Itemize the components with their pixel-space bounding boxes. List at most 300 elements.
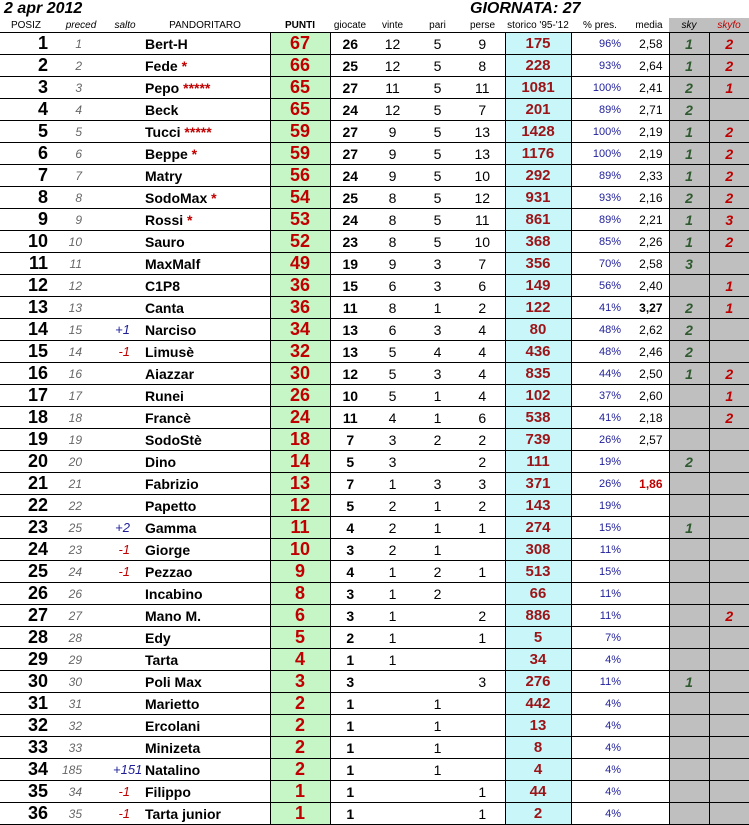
points-cell: 59 bbox=[270, 143, 330, 165]
sky-cell bbox=[669, 649, 709, 671]
average-cell: 2,19 bbox=[629, 143, 669, 165]
position-cell: 10 bbox=[0, 231, 52, 253]
historic-cell: 102 bbox=[505, 385, 571, 407]
position-cell: 16 bbox=[0, 363, 52, 385]
player-name-cell bbox=[140, 583, 270, 605]
skyfo-cell: 2 bbox=[709, 605, 749, 627]
average-cell bbox=[629, 517, 669, 539]
points-cell: 2 bbox=[270, 759, 330, 781]
skyfo-cell bbox=[709, 99, 749, 121]
average-cell: 2,58 bbox=[629, 33, 669, 55]
player-name: Fabrizio bbox=[145, 475, 199, 492]
table-row bbox=[0, 759, 749, 781]
previous-position-cell: 12 bbox=[52, 275, 110, 297]
position-cell: 14 bbox=[0, 319, 52, 341]
historic-cell: 201 bbox=[505, 99, 571, 121]
presence-cell: 4% bbox=[571, 693, 629, 715]
played-cell: 25 bbox=[330, 187, 370, 209]
position-change-cell bbox=[110, 99, 140, 121]
player-name-cell bbox=[140, 759, 270, 781]
table-row bbox=[0, 451, 749, 473]
sky-cell bbox=[669, 385, 709, 407]
average-cell: 2,16 bbox=[629, 187, 669, 209]
points-cell: 65 bbox=[270, 99, 330, 121]
won-cell bbox=[370, 693, 415, 715]
position-change-cell bbox=[110, 737, 140, 759]
position-cell: 36 bbox=[0, 803, 52, 825]
points-cell: 4 bbox=[270, 649, 330, 671]
position-cell: 20 bbox=[0, 451, 52, 473]
points-cell: 26 bbox=[270, 385, 330, 407]
position-change-cell: -1 bbox=[110, 539, 140, 561]
player-name: Natalino bbox=[145, 761, 201, 778]
drawn-cell bbox=[415, 627, 460, 649]
drawn-cell: 3 bbox=[415, 363, 460, 385]
previous-position-cell: 23 bbox=[52, 539, 110, 561]
position-change-cell bbox=[110, 473, 140, 495]
player-name-cell bbox=[140, 605, 270, 627]
average-cell bbox=[629, 539, 669, 561]
played-cell: 11 bbox=[330, 407, 370, 429]
sky-cell bbox=[669, 803, 709, 825]
position-change-cell bbox=[110, 187, 140, 209]
lost-cell: 2 bbox=[460, 605, 505, 627]
historic-cell: 1176 bbox=[505, 143, 571, 165]
average-cell bbox=[629, 715, 669, 737]
points-cell: 1 bbox=[270, 803, 330, 825]
sky-cell bbox=[669, 561, 709, 583]
points-cell: 32 bbox=[270, 341, 330, 363]
table-row bbox=[0, 253, 749, 275]
player-name-cell bbox=[140, 715, 270, 737]
col-player: PANDORITARO bbox=[140, 18, 270, 33]
played-cell: 24 bbox=[330, 99, 370, 121]
presence-cell: 56% bbox=[571, 275, 629, 297]
player-name: Tarta bbox=[145, 651, 179, 668]
historic-cell: 13 bbox=[505, 715, 571, 737]
points-cell: 14 bbox=[270, 451, 330, 473]
skyfo-cell bbox=[709, 803, 749, 825]
historic-cell: 44 bbox=[505, 781, 571, 803]
presence-cell: 11% bbox=[571, 539, 629, 561]
previous-position-cell: 35 bbox=[52, 803, 110, 825]
previous-position-cell: 11 bbox=[52, 253, 110, 275]
historic-cell: 276 bbox=[505, 671, 571, 693]
player-name: Limusè bbox=[145, 343, 195, 360]
previous-position-cell: 20 bbox=[52, 451, 110, 473]
table-row bbox=[0, 143, 749, 165]
player-name: Sauro bbox=[145, 233, 185, 250]
drawn-cell: 5 bbox=[415, 143, 460, 165]
previous-position-cell: 29 bbox=[52, 649, 110, 671]
table-row bbox=[0, 781, 749, 803]
points-cell: 2 bbox=[270, 737, 330, 759]
skyfo-cell bbox=[709, 693, 749, 715]
col-vinte: vinte bbox=[370, 18, 415, 33]
played-cell: 1 bbox=[330, 803, 370, 825]
drawn-cell: 2 bbox=[415, 429, 460, 451]
skyfo-cell bbox=[709, 671, 749, 693]
sky-cell: 1 bbox=[669, 55, 709, 77]
lost-cell: 1 bbox=[460, 803, 505, 825]
played-cell: 24 bbox=[330, 165, 370, 187]
page-header bbox=[0, 0, 719, 18]
previous-position-cell: 34 bbox=[52, 781, 110, 803]
points-cell: 13 bbox=[270, 473, 330, 495]
player-star-mark: * bbox=[183, 211, 193, 228]
sky-cell bbox=[669, 605, 709, 627]
sky-cell bbox=[669, 737, 709, 759]
skyfo-cell: 2 bbox=[709, 407, 749, 429]
previous-position-cell: 27 bbox=[52, 605, 110, 627]
drawn-cell: 5 bbox=[415, 121, 460, 143]
historic-cell: 292 bbox=[505, 165, 571, 187]
historic-cell: 4 bbox=[505, 759, 571, 781]
player-name: Canta bbox=[145, 299, 184, 316]
lost-cell: 9 bbox=[460, 33, 505, 55]
table-row bbox=[0, 671, 749, 693]
average-cell bbox=[629, 803, 669, 825]
presence-cell: 48% bbox=[571, 319, 629, 341]
skyfo-cell: 1 bbox=[709, 297, 749, 319]
position-change-cell bbox=[110, 275, 140, 297]
player-name: Edy bbox=[145, 629, 171, 646]
player-name: Giorge bbox=[145, 541, 191, 558]
col-media: media bbox=[629, 18, 669, 33]
average-cell bbox=[629, 759, 669, 781]
won-cell: 1 bbox=[370, 583, 415, 605]
player-name-cell bbox=[140, 253, 270, 275]
historic-cell: 886 bbox=[505, 605, 571, 627]
position-change-cell: -1 bbox=[110, 561, 140, 583]
player-name-cell bbox=[140, 33, 270, 55]
table-row bbox=[0, 363, 749, 385]
position-cell: 5 bbox=[0, 121, 52, 143]
skyfo-cell: 2 bbox=[709, 187, 749, 209]
won-cell bbox=[370, 737, 415, 759]
historic-cell: 274 bbox=[505, 517, 571, 539]
average-cell: 2,41 bbox=[629, 77, 669, 99]
won-cell: 1 bbox=[370, 561, 415, 583]
won-cell: 4 bbox=[370, 407, 415, 429]
won-cell: 2 bbox=[370, 539, 415, 561]
player-name: SodoStè bbox=[145, 431, 202, 448]
points-cell: 54 bbox=[270, 187, 330, 209]
historic-cell: 308 bbox=[505, 539, 571, 561]
points-cell: 66 bbox=[270, 55, 330, 77]
average-cell: 1,86 bbox=[629, 473, 669, 495]
average-cell: 2,46 bbox=[629, 341, 669, 363]
presence-cell: 26% bbox=[571, 429, 629, 451]
won-cell: 8 bbox=[370, 209, 415, 231]
table-row bbox=[0, 385, 749, 407]
historic-cell: 80 bbox=[505, 319, 571, 341]
position-change-cell bbox=[110, 693, 140, 715]
won-cell: 2 bbox=[370, 517, 415, 539]
player-name-cell bbox=[140, 77, 270, 99]
skyfo-cell: 2 bbox=[709, 143, 749, 165]
won-cell: 12 bbox=[370, 99, 415, 121]
position-cell: 34 bbox=[0, 759, 52, 781]
sky-cell: 1 bbox=[669, 143, 709, 165]
sky-cell bbox=[669, 275, 709, 297]
played-cell: 7 bbox=[330, 429, 370, 451]
previous-position-cell: 4 bbox=[52, 99, 110, 121]
position-cell: 17 bbox=[0, 385, 52, 407]
lost-cell: 3 bbox=[460, 473, 505, 495]
average-cell: 2,21 bbox=[629, 209, 669, 231]
historic-cell: 143 bbox=[505, 495, 571, 517]
played-cell: 4 bbox=[330, 517, 370, 539]
lost-cell: 6 bbox=[460, 275, 505, 297]
position-cell: 13 bbox=[0, 297, 52, 319]
previous-position-cell: 14 bbox=[52, 341, 110, 363]
previous-position-cell: 1 bbox=[52, 33, 110, 55]
won-cell: 9 bbox=[370, 165, 415, 187]
lost-cell bbox=[460, 539, 505, 561]
sky-cell: 2 bbox=[669, 187, 709, 209]
presence-cell: 70% bbox=[571, 253, 629, 275]
drawn-cell: 1 bbox=[415, 297, 460, 319]
won-cell: 6 bbox=[370, 275, 415, 297]
player-star-mark: * bbox=[187, 145, 198, 162]
col-giocate: giocate bbox=[330, 18, 370, 33]
previous-position-cell: 24 bbox=[52, 561, 110, 583]
points-cell: 52 bbox=[270, 231, 330, 253]
drawn-cell: 5 bbox=[415, 231, 460, 253]
sky-cell: 1 bbox=[669, 121, 709, 143]
table-row bbox=[0, 341, 749, 363]
col-preced: preced bbox=[52, 18, 110, 33]
historic-cell: 8 bbox=[505, 737, 571, 759]
won-cell: 5 bbox=[370, 385, 415, 407]
won-cell bbox=[370, 671, 415, 693]
skyfo-cell bbox=[709, 737, 749, 759]
player-name: Beppe bbox=[145, 145, 188, 162]
player-name-cell bbox=[140, 297, 270, 319]
points-cell: 2 bbox=[270, 693, 330, 715]
played-cell: 1 bbox=[330, 781, 370, 803]
played-cell: 1 bbox=[330, 693, 370, 715]
drawn-cell: 5 bbox=[415, 99, 460, 121]
skyfo-cell bbox=[709, 649, 749, 671]
average-cell: 2,71 bbox=[629, 99, 669, 121]
drawn-cell: 3 bbox=[415, 473, 460, 495]
table-row bbox=[0, 407, 749, 429]
skyfo-cell: 1 bbox=[709, 385, 749, 407]
previous-position-cell: 26 bbox=[52, 583, 110, 605]
position-change-cell: -1 bbox=[110, 781, 140, 803]
player-name-cell bbox=[140, 341, 270, 363]
presence-cell: 15% bbox=[571, 561, 629, 583]
lost-cell: 12 bbox=[460, 187, 505, 209]
played-cell: 1 bbox=[330, 759, 370, 781]
player-name-cell bbox=[140, 363, 270, 385]
player-name-cell bbox=[140, 385, 270, 407]
table-header-row bbox=[0, 18, 749, 33]
player-name: Papetto bbox=[145, 497, 197, 514]
lost-cell: 2 bbox=[460, 495, 505, 517]
player-name-cell bbox=[140, 627, 270, 649]
points-cell: 5 bbox=[270, 627, 330, 649]
won-cell: 9 bbox=[370, 253, 415, 275]
drawn-cell bbox=[415, 605, 460, 627]
presence-cell: 4% bbox=[571, 649, 629, 671]
sky-cell: 3 bbox=[669, 253, 709, 275]
table-row bbox=[0, 715, 749, 737]
col-perse: perse bbox=[460, 18, 505, 33]
date-label: 2 apr 2012 bbox=[4, 0, 83, 17]
position-cell: 35 bbox=[0, 781, 52, 803]
player-name-cell bbox=[140, 671, 270, 693]
table-row bbox=[0, 33, 749, 55]
historic-cell: 356 bbox=[505, 253, 571, 275]
drawn-cell: 3 bbox=[415, 253, 460, 275]
played-cell: 5 bbox=[330, 451, 370, 473]
drawn-cell bbox=[415, 451, 460, 473]
position-cell: 24 bbox=[0, 539, 52, 561]
previous-position-cell: 2 bbox=[52, 55, 110, 77]
table-row bbox=[0, 165, 749, 187]
average-cell bbox=[629, 649, 669, 671]
sky-cell bbox=[669, 583, 709, 605]
presence-cell: 4% bbox=[571, 781, 629, 803]
player-name: Aiazzar bbox=[145, 365, 195, 382]
position-change-cell bbox=[110, 77, 140, 99]
lost-cell: 4 bbox=[460, 341, 505, 363]
played-cell: 11 bbox=[330, 297, 370, 319]
previous-position-cell: 7 bbox=[52, 165, 110, 187]
table-row bbox=[0, 473, 749, 495]
lost-cell: 4 bbox=[460, 385, 505, 407]
drawn-cell: 4 bbox=[415, 341, 460, 363]
lost-cell: 4 bbox=[460, 363, 505, 385]
table-row bbox=[0, 693, 749, 715]
skyfo-cell bbox=[709, 583, 749, 605]
average-cell: 2,19 bbox=[629, 121, 669, 143]
player-name-cell bbox=[140, 473, 270, 495]
lost-cell: 4 bbox=[460, 319, 505, 341]
table-row bbox=[0, 55, 749, 77]
presence-cell: 89% bbox=[571, 99, 629, 121]
won-cell bbox=[370, 781, 415, 803]
played-cell: 24 bbox=[330, 209, 370, 231]
historic-cell: 66 bbox=[505, 583, 571, 605]
sky-cell bbox=[669, 759, 709, 781]
average-cell: 2,60 bbox=[629, 385, 669, 407]
previous-position-cell: 10 bbox=[52, 231, 110, 253]
historic-cell: 1428 bbox=[505, 121, 571, 143]
drawn-cell: 5 bbox=[415, 165, 460, 187]
lost-cell: 2 bbox=[460, 429, 505, 451]
drawn-cell bbox=[415, 649, 460, 671]
lost-cell bbox=[460, 715, 505, 737]
sky-cell: 1 bbox=[669, 209, 709, 231]
player-name-cell bbox=[140, 187, 270, 209]
position-cell: 31 bbox=[0, 693, 52, 715]
position-cell: 32 bbox=[0, 715, 52, 737]
player-name: Pepo bbox=[145, 79, 180, 96]
position-change-cell bbox=[110, 649, 140, 671]
player-name-cell bbox=[140, 143, 270, 165]
won-cell: 1 bbox=[370, 649, 415, 671]
lost-cell: 7 bbox=[460, 99, 505, 121]
won-cell: 1 bbox=[370, 605, 415, 627]
points-cell: 18 bbox=[270, 429, 330, 451]
won-cell bbox=[370, 803, 415, 825]
lost-cell bbox=[460, 649, 505, 671]
won-cell: 3 bbox=[370, 451, 415, 473]
skyfo-cell: 2 bbox=[709, 165, 749, 187]
player-name-cell bbox=[140, 429, 270, 451]
previous-position-cell: 9 bbox=[52, 209, 110, 231]
position-cell: 23 bbox=[0, 517, 52, 539]
drawn-cell: 1 bbox=[415, 407, 460, 429]
skyfo-cell bbox=[709, 319, 749, 341]
sky-cell bbox=[669, 539, 709, 561]
position-cell: 22 bbox=[0, 495, 52, 517]
previous-position-cell: 3 bbox=[52, 77, 110, 99]
table-row bbox=[0, 297, 749, 319]
played-cell: 27 bbox=[330, 143, 370, 165]
player-name-cell bbox=[140, 737, 270, 759]
previous-position-cell: 32 bbox=[52, 715, 110, 737]
position-change-cell bbox=[110, 231, 140, 253]
historic-cell: 2 bbox=[505, 803, 571, 825]
historic-cell: 436 bbox=[505, 341, 571, 363]
played-cell: 7 bbox=[330, 473, 370, 495]
average-cell: 3,27 bbox=[629, 297, 669, 319]
lost-cell bbox=[460, 693, 505, 715]
position-change-cell bbox=[110, 495, 140, 517]
previous-position-cell: 31 bbox=[52, 693, 110, 715]
won-cell: 8 bbox=[370, 187, 415, 209]
table-row bbox=[0, 429, 749, 451]
historic-cell: 835 bbox=[505, 363, 571, 385]
table-row bbox=[0, 803, 749, 825]
drawn-cell: 1 bbox=[415, 495, 460, 517]
player-name-cell bbox=[140, 55, 270, 77]
skyfo-cell bbox=[709, 429, 749, 451]
position-change-cell bbox=[110, 627, 140, 649]
table-row bbox=[0, 209, 749, 231]
average-cell bbox=[629, 561, 669, 583]
sky-cell: 1 bbox=[669, 33, 709, 55]
lost-cell: 10 bbox=[460, 231, 505, 253]
previous-position-cell: 6 bbox=[52, 143, 110, 165]
sky-cell: 2 bbox=[669, 341, 709, 363]
presence-cell: 44% bbox=[571, 363, 629, 385]
player-name-cell bbox=[140, 231, 270, 253]
presence-cell: 93% bbox=[571, 187, 629, 209]
skyfo-cell: 2 bbox=[709, 121, 749, 143]
col-skyfo: skyfo bbox=[709, 18, 749, 33]
position-change-cell: +151 bbox=[110, 759, 140, 781]
drawn-cell: 3 bbox=[415, 275, 460, 297]
played-cell: 2 bbox=[330, 627, 370, 649]
position-cell: 6 bbox=[0, 143, 52, 165]
position-change-cell bbox=[110, 165, 140, 187]
average-cell: 2,64 bbox=[629, 55, 669, 77]
historic-cell: 34 bbox=[505, 649, 571, 671]
presence-cell: 41% bbox=[571, 407, 629, 429]
points-cell: 24 bbox=[270, 407, 330, 429]
won-cell bbox=[370, 759, 415, 781]
skyfo-cell: 2 bbox=[709, 33, 749, 55]
skyfo-cell: 2 bbox=[709, 231, 749, 253]
previous-position-cell: 28 bbox=[52, 627, 110, 649]
drawn-cell: 3 bbox=[415, 319, 460, 341]
